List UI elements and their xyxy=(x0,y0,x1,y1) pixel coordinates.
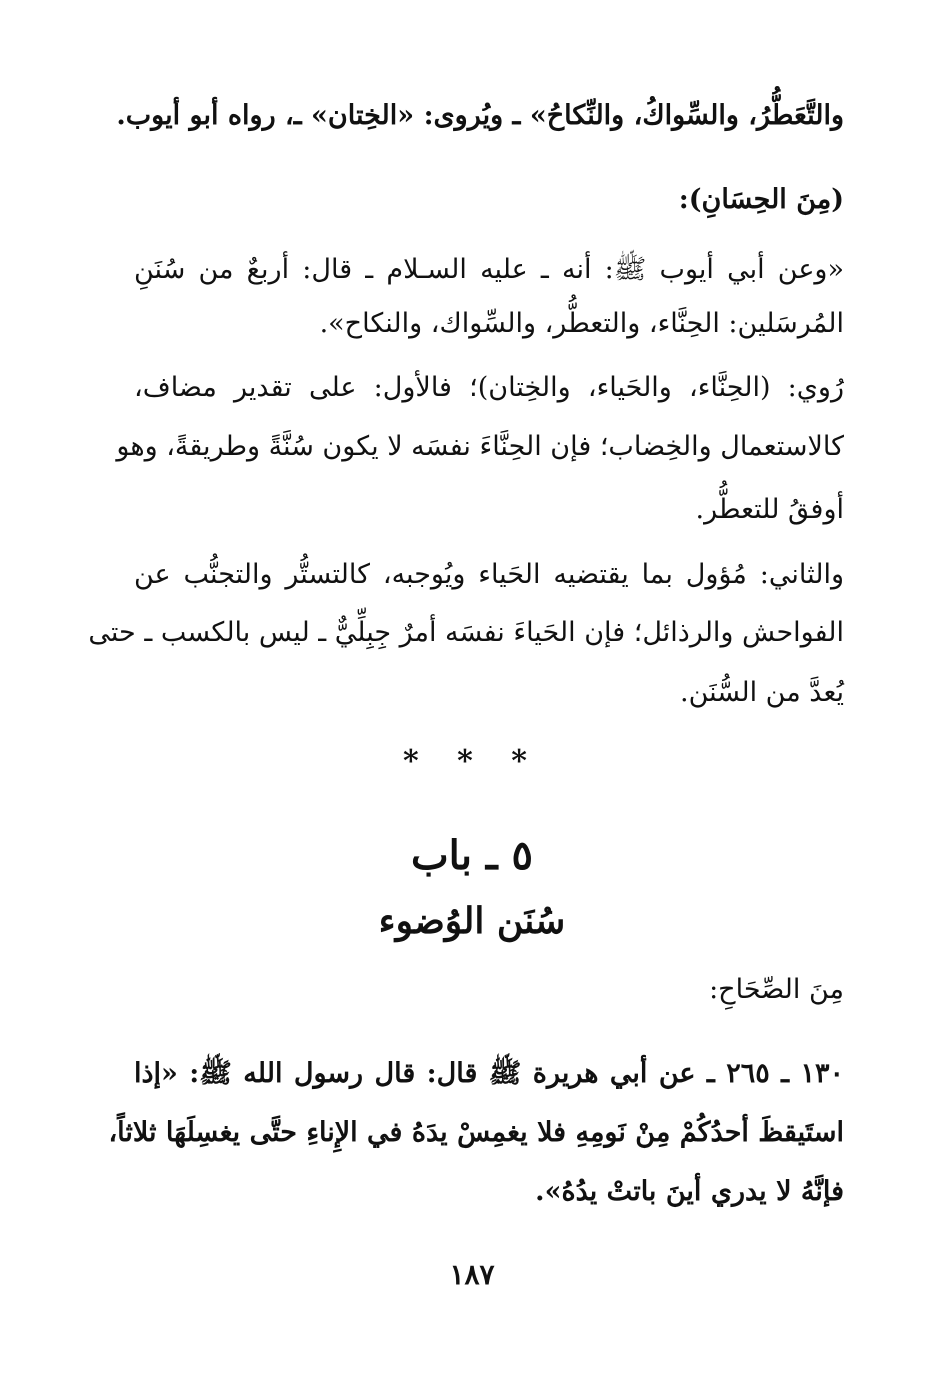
continuation-line: والتَّعَطُّرُ، والسِّواكُ، والنِّكاحُ» ـ ويُروى: «الخِتان» ـ، رواه أبو أيوب. xyxy=(116,100,844,131)
chapter-subtitle: سُنَن الوُضوء xyxy=(378,900,566,942)
paragraph-2-line-2: كالاستعمال والخِضاب؛ فإن الحِنَّاءَ نفسَه لا يكون سُنَّةً وطريقةً، وهو xyxy=(116,431,844,462)
page-number: ١٨٧ xyxy=(449,1258,495,1291)
paragraph-3-line-3: يُعدَّ من السُّنَن. xyxy=(680,677,844,708)
section-heading-sihah: مِنَ الصِّحَاحِ: xyxy=(709,974,844,1005)
chapter-title: ٥ ـ باب xyxy=(410,832,534,879)
hadith-line-1: ١٣٠ ـ ٢٦٥ ـ عن أبي هريرة ﷺ قال: قال رسول الله ﷺ: «إذا xyxy=(134,1058,844,1089)
paragraph-3-line-1: والثاني: مُؤول بما يقتضيه الحَياء ويُوجبه، كالتستُّر والتجنُّب عن xyxy=(134,559,844,590)
hadith-line-3: فإنَّهُ لا يدري أينَ باتتْ يدُهُ». xyxy=(535,1176,844,1207)
paragraph-1-line-2: المُرسَلين: الحِنَّاء، والتعطُّر، والسِّواك، والنكاح». xyxy=(319,308,844,339)
paragraph-3-line-2: الفواحش والرذائل؛ فإن الحَياءَ نفسَه أمرٌ جِبِلِّيٌّ ـ ليس بالكسب ـ حتى xyxy=(88,617,844,648)
paragraph-1-line-1: «وعن أبي أيوب ﷺ: أنه ـ عليه السـلام ـ قال: أربعٌ من سُنَنِ xyxy=(134,254,844,285)
section-separator: * * * xyxy=(403,744,541,779)
section-heading-hisan: (مِنَ الحِسَانِ): xyxy=(678,184,844,215)
paragraph-2-line-3: أوفقُ للتعطُّر. xyxy=(695,494,844,525)
hadith-line-2: استَيقظَ أحدُكُمْ مِنْ نَومِهِ فلا يغمِسْ يدَهُ في الإِناءِ حتَّى يغسِلَهَا ثلاثاً، xyxy=(108,1117,844,1148)
paragraph-2-line-1: رُوي: (الحِنَّاء، والحَياء، والخِتان)؛ فالأول: على تقدير مضاف، xyxy=(134,372,844,403)
